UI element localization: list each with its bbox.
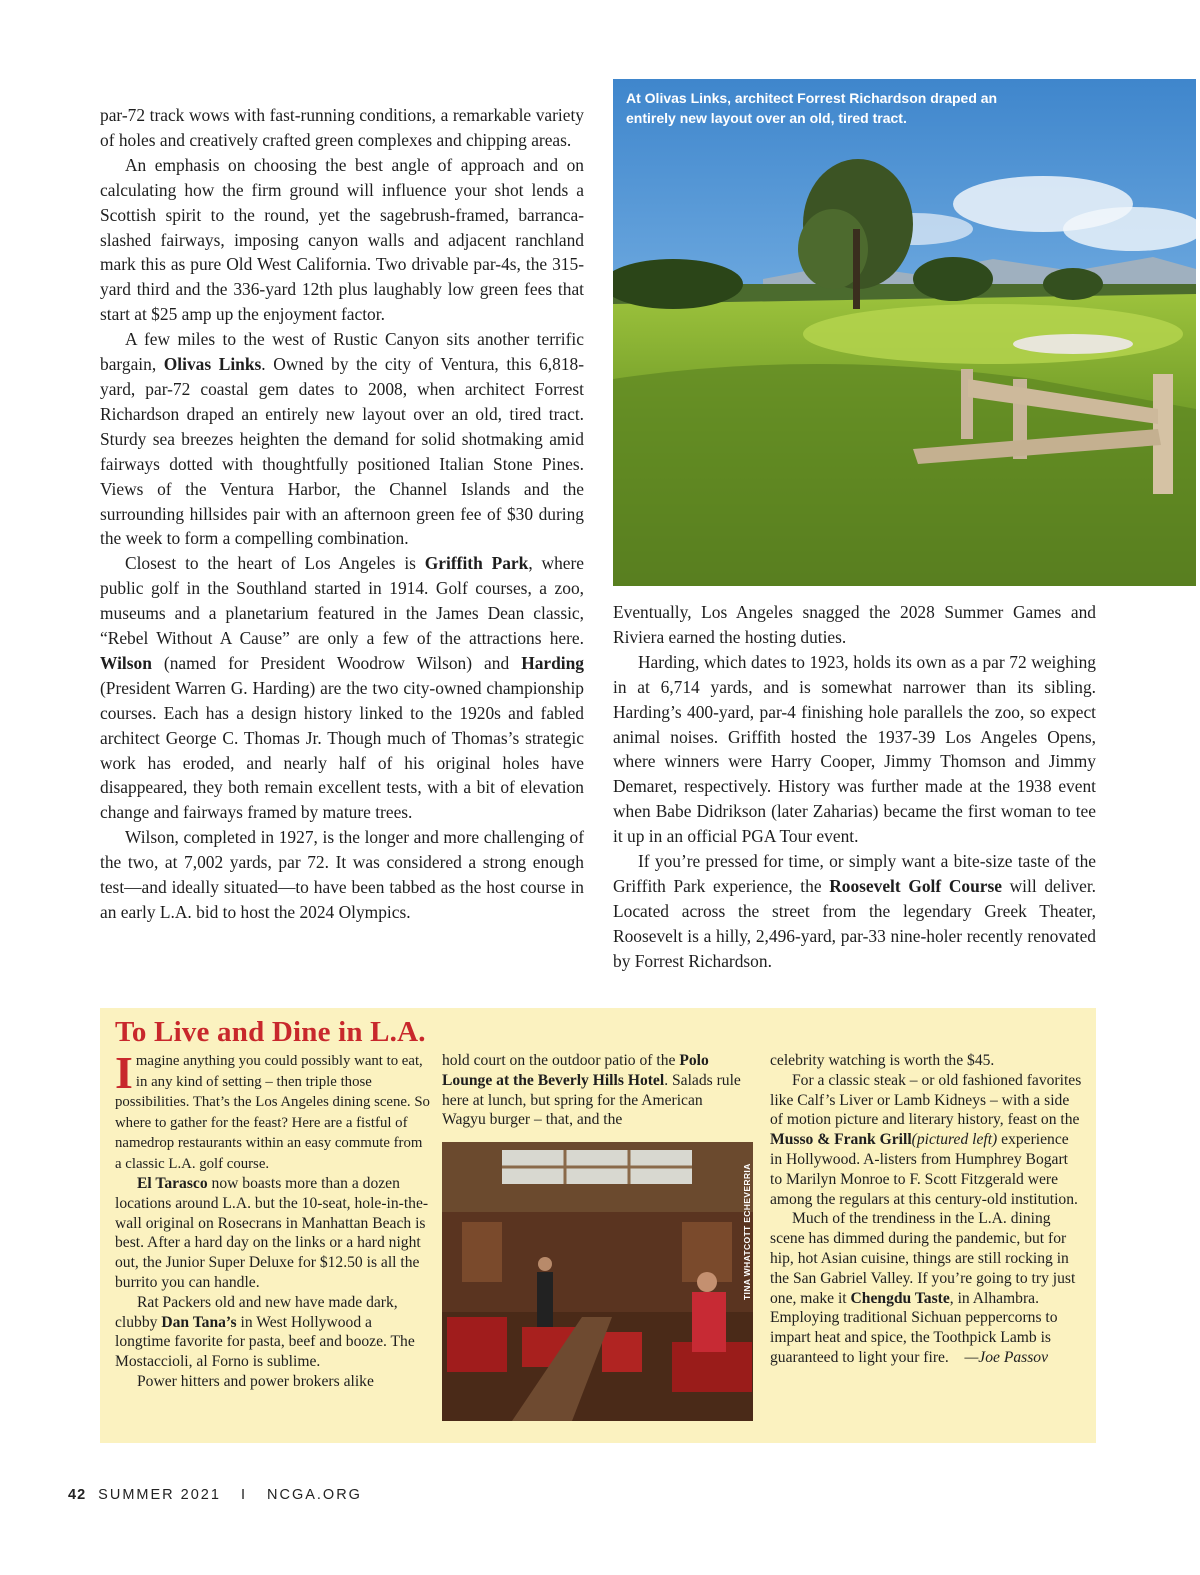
- article-paragraph: Harding, which dates to 1923, holds its own as a par 72 weighing in at 6,714 yards, and is somewhat narrower than its sibling. Harding’s 400-yard, par-4 finishing hole parallels the zoo, so expect animal noises. Griffith hosted the 1937-39 Los Angeles Opens, where winners were Harry Cooper, Jimmy Thomson and Jimmy Demaret, respectively. History was further made at the 1938 event when Babe Didrikson (later Zaharias) became the first woman to tee it up in an official PGA Tour event.: [613, 651, 1096, 847]
- restaurant-paragraph: Power hitters and power brokers alike: [137, 1372, 374, 1390]
- restaurant-paragraph: celebrity watching is worth the $45.: [770, 1052, 995, 1069]
- course-name-wilson: Wilson: [100, 652, 152, 673]
- drop-cap: I: [115, 1047, 133, 1098]
- sidebar-intro: Imagine anything you could possibly want to eat, in any kind of setting – then triple those possibilities. That’s the Los Angeles dining scene. So where to gather for the feast? Here are a fistful of namedrop restaurants within an easy commute from a classic L.A. golf course.: [115, 1047, 430, 1172]
- article-left-column: [100, 103, 584, 925]
- restaurant-name-dan-tanas: Dan Tana’s: [161, 1313, 237, 1331]
- photo-credit: TINA WHATCOTT ECHEVERRIA: [742, 1163, 752, 1300]
- article-paragraph: Wilson, completed in 1927, is the longer and more challenging of the two, at 7,002 yards, par 72. It was considered a strong enough test—and ideally situated—to have been tabbed as the host course in an early L.A. bid to host the 2024 Olympics.: [100, 827, 584, 922]
- restaurant-paragraph: For a classic steak – or old fashioned favorites like Calf’s Liver or Lamb Kidneys – with a side of motion picture and literary history, feast on the Musso & Frank Grill(pictured left) experience in Hollywood. A-listers from Humphrey Bogart to Marilyn Monroe to F. Scott Fitzgerald were among the regulars at this century-old institution.: [770, 1071, 1082, 1208]
- dining-sidebar: [100, 1008, 1096, 1443]
- article-paragraph: An emphasis on choosing the best angle of approach and on calculating how the firm ground will influence your shot lends a Scottish spirit to the round, yet the sagebrush-framed, barranca-slashed fairways, imposing canyon walls and adjacent ranchland mark this as pure Old West California. Two drivable par-4s, the 315-yard third and the 336-yard 12th plus laughably low green fees that start at $25 amp up the enjoyment factor.: [100, 154, 584, 325]
- page-footer: [68, 1487, 362, 1503]
- page-number: 42: [68, 1487, 87, 1503]
- restaurant-paragraph: Much of the trendiness in the L.A. dining scene has dimmed during the pandemic, but for hip, hot Asian cuisine, things are still rocking in the San Gabriel Valley. If you’re going to try just one, make it Chengdu Taste, in Alhambra. Employing traditional Sichuan peppercorns to impart heat and spice, the Toothpick Lamb is guaranteed to light your fire. —Joe Passov: [770, 1210, 1076, 1366]
- article-right-column: [613, 600, 1096, 974]
- article-paragraph: Closest to the heart of Los Angeles is Griffith Park, where public golf in the Southland started in 1914. Golf courses, a zoo, museums and a planetarium featured in the James Dean classic, “Rebel Without A Cause” are only a few of the attractions here. Wilson (named for President Woodrow Wilson) and Harding (President Warren G. Harding) are the two city-owned championship courses. Each has a design history linked to the 1920s and fabled architect George C. Thomas Jr. Though much of Thomas’s strategic work has eroded, and nearly half of his original holes have disappeared, they both remain excellent tests, with a bit of elevation change and fairways framed by mature trees.: [100, 553, 584, 823]
- restaurant-name-chengdu-taste: Chengdu Taste: [850, 1289, 950, 1307]
- article-paragraph: A few miles to the west of Rustic Canyon sits another terrific bargain, Olivas Links. Owned by the city of Ventura, this 6,818-yard, par-72 coastal gem dates to 2008, when architect Forrest Richardson draped an entirely new layout over an old, tired tract. Sturdy sea breezes heighten the demand for solid shotmaking amid fairways dotted with thoughtfully positioned Italian Stone Pines. Views of the Ventura Harbor, the Channel Islands and the surrounding hillsides pair with an afternoon green fee of $30 during the week to form a compelling combination.: [100, 329, 584, 549]
- photo-caption: At Olivas Links, architect Forrest Richardson draped an entirely new layout over an old, tired tract.: [626, 90, 998, 126]
- sidebar-column-2: [442, 1051, 742, 1130]
- course-name-harding: Harding: [521, 652, 584, 673]
- byline: —Joe Passov: [964, 1348, 1049, 1366]
- issue-label: SUMMER 2021: [98, 1487, 221, 1503]
- course-name-griffith-park: Griffith Park: [424, 553, 529, 574]
- sidebar-title: To Live and Dine in L.A.: [115, 1016, 426, 1048]
- restaurant-paragraph: hold court on the outdoor patio of the Polo Lounge at the Beverly Hills Hotel. Salads rule here at lunch, but spring for the American Wagyu burger – that, and the: [442, 1052, 741, 1129]
- restaurant-name-musso-frank: Musso & Frank Grill: [770, 1131, 912, 1149]
- website-link[interactable]: NCGA.ORG: [267, 1487, 362, 1503]
- article-paragraph: par-72 track wows with fast-running conditions, a remarkable variety of holes and creatively crafted green complexes and chipping areas.: [100, 105, 584, 150]
- restaurant-paragraph: El Tarasco now boasts more than a dozen locations around L.A. but the 10-seat, hole-in-the-wall original on Rosecrans in Manhattan Beach is best. After a hard day on the links or a hard night out, the Junior Super Deluxe for $12.50 is all the burrito you can handle.: [115, 1175, 429, 1291]
- article-paragraph: Eventually, Los Angeles snagged the 2028 Summer Games and Riviera earned the hosting duties.: [613, 602, 1096, 647]
- course-name-olivas-links: Olivas Links: [163, 354, 262, 375]
- footer-separator: I: [240, 1487, 247, 1503]
- sidebar-column-1: [115, 1047, 430, 1392]
- olivas-links-photo: [613, 79, 1196, 586]
- article-paragraph: If you’re pressed for time, or simply want a bite-size taste of the Griffith Park experience, the Roosevelt Golf Course will deliver. Located across the street from the legendary Greek Theater, Roosevelt is a hilly, 2,496-yard, par-33 nine-holer recently renovated by Forrest Richardson.: [613, 851, 1096, 971]
- sidebar-column-3: [770, 1051, 1082, 1368]
- restaurant-paragraph: Rat Packers old and new have made dark, clubby Dan Tana’s in West Hollywood a longtime favorite for pasta, beef and booze. The Mostaccioli, al Forno is sublime.: [115, 1293, 415, 1371]
- musso-frank-photo: [442, 1142, 753, 1421]
- restaurant-name-el-tarasco: El Tarasco: [137, 1175, 208, 1192]
- course-name-roosevelt: Roosevelt Golf Course: [829, 875, 1002, 896]
- restaurant-name-polo-lounge: Polo Lounge at the Beverly Hills Hotel: [442, 1052, 709, 1089]
